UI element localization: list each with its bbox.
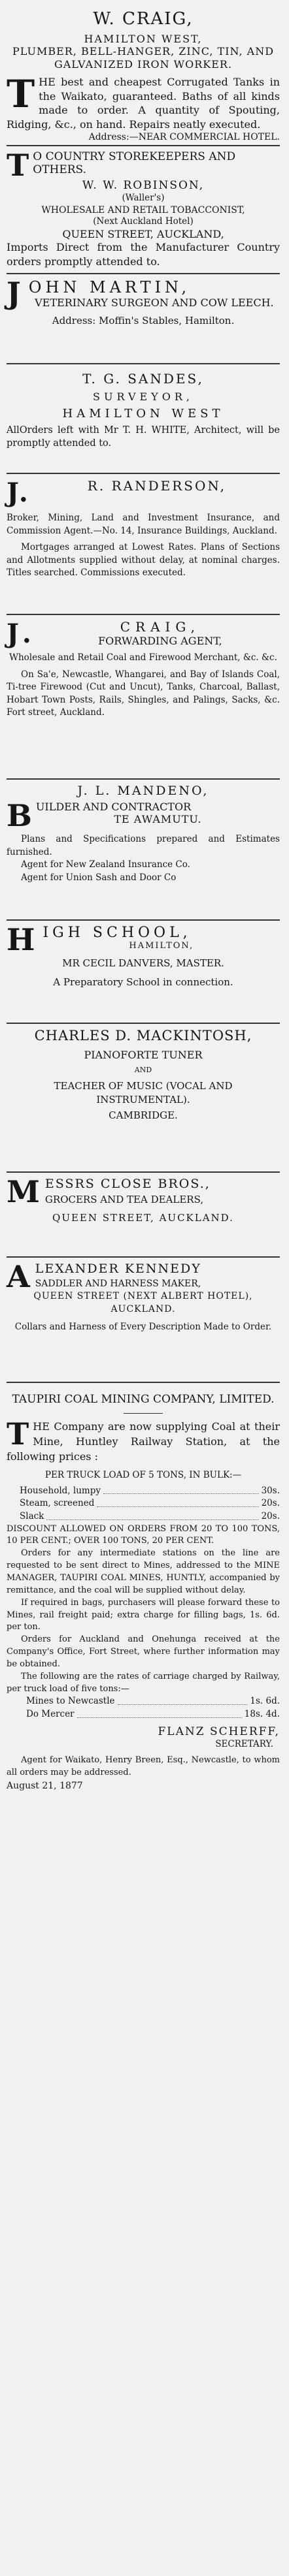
drop-cap: T	[7, 148, 29, 183]
ad-school	[7, 922, 280, 1021]
drop-cap: J	[7, 276, 25, 311]
drop-cap: M	[7, 1174, 41, 1209]
ad-name: CRAIG,	[120, 619, 201, 635]
ad-intro-text: HE Company are now supplying Coal at their Mine, Huntley Railway Station, at the following prices :	[7, 1420, 280, 1463]
price-row-value: 20s.	[261, 1498, 280, 1509]
ad-heading	[7, 148, 280, 183]
price-row	[20, 1510, 280, 1523]
ad-location: CAMBRIDGE.	[109, 1109, 178, 1121]
ad-kennedy	[7, 1259, 280, 1380]
divider	[7, 145, 280, 146]
ad-trade: SADDLER AND HARNESS MAKER,	[35, 1279, 201, 1289]
ad-master: MR CECIL DANVERS, MASTER.	[62, 957, 224, 969]
price-row	[20, 1497, 280, 1510]
divider	[7, 778, 280, 780]
ad-trade: Broker, Mining, Land and Investment Insurance, and Commission Agent.—No. 14, Insurance Buildings, Auckland.	[7, 513, 280, 536]
price-list	[7, 1485, 280, 1523]
rate-row-value: 1s. 6d.	[250, 1696, 280, 1707]
ad-name: TAUPIRI COAL MINING COMPANY, LIMITED.	[12, 1393, 275, 1406]
ad-text: On Sa'e, Newcastle, Whangarei, and Bay of Islands Coal, Ti-tree Firewood (Cut and Uncut), Tanks, Charcoal, Ballast, Hobart Town Posts, Rails, Shingles, and Palings, Sacks, &c. Fort street, Auckland.	[7, 669, 280, 718]
divider	[7, 363, 280, 364]
rates-intro: The following are the rates of carriage charged by Railway, per truck load of five tons:—	[7, 1671, 280, 1694]
rate-row-label: Do Mercer	[26, 1708, 75, 1719]
divider	[7, 273, 280, 274]
ad-name: LEXANDER KENNEDY	[35, 1262, 201, 1276]
rate-list	[7, 1695, 280, 1721]
ad-text-3: Agent for Union Sash and Door Co	[21, 872, 177, 883]
rate-row	[26, 1708, 280, 1721]
ad-taupiri	[7, 1384, 280, 1799]
ad-name: T. G. SANDES,	[82, 371, 204, 387]
dot-leader	[118, 1695, 248, 1705]
ad-location: HAMILTON WEST	[62, 407, 224, 421]
divider-short	[124, 1413, 163, 1414]
signer-title: SECRETARY.	[215, 1738, 273, 1749]
ad-randerson	[7, 475, 280, 612]
ad-trade-2: TEACHER OF MUSIC (VOCAL AND INSTRUMENTAL).	[54, 1079, 233, 1105]
rate-row-value: 18s. 4d.	[244, 1708, 280, 1719]
ad-sandes	[7, 366, 280, 471]
price-row	[20, 1485, 280, 1498]
ad-name: ESSRS CLOSE BROS.,	[44, 1177, 211, 1191]
ad-text-2: Agent for New Zealand Insurance Co.	[21, 859, 190, 870]
dot-leader	[46, 1510, 258, 1520]
ad-martin	[7, 276, 280, 362]
ad-text: Imports Direct from the Manufacturer Country orders promptly attended to.	[7, 241, 280, 268]
divider	[7, 473, 280, 474]
divider	[7, 614, 280, 615]
bags: If required in bags, purchasers will please forward these to Mines, rail freight paid; extra charge for filling bags, 1s. 6d. per ton.	[7, 1597, 280, 1632]
ad-name: J. L. MANDENO,	[77, 784, 209, 798]
ad-text: Collars and Harness of Every Description Made to Order.	[14, 1322, 272, 1333]
ad-trade: WHOLESALE AND RETAIL TOBACCONIST,	[41, 204, 245, 215]
ad-text: Mortgages arranged at Lowest Rates. Plans of Sections and Allotments supplied without delay, at nominal charges. Titles searched. Commissions executed.	[7, 542, 280, 579]
ad-name-note: (Waller's)	[122, 193, 165, 203]
ad-trade: FORWARDING AGENT,	[98, 635, 222, 647]
ad-text: AllOrders left with Mr T. H. WHITE, Architect, will be promptly attended to.	[7, 425, 280, 449]
date: August 21, 1877	[7, 1780, 83, 1791]
price-row-label: Household, lumpy	[20, 1485, 101, 1496]
ad-trade: UILDER AND CONTRACTOR	[35, 801, 192, 813]
drop-cap: T	[7, 72, 35, 116]
price-row-value: 30s.	[261, 1485, 280, 1496]
ad-location: HAMILTON WEST,	[84, 33, 203, 45]
ad-trade: VETERINARY SURGEON AND COW LEECH.	[35, 296, 274, 309]
drop-cap: H	[7, 922, 39, 957]
divider	[7, 919, 280, 921]
price-row-label: Steam, screened	[20, 1498, 95, 1509]
divider	[7, 1256, 280, 1258]
ad-name: R. RANDERSON,	[87, 478, 226, 494]
ad-address: Address: Moffin's Stables, Hamilton.	[52, 314, 235, 326]
ad-trade: SURVEYOR,	[93, 390, 194, 403]
ad-name: W. W. ROBINSON,	[82, 179, 205, 192]
price-row-label: Slack	[20, 1511, 44, 1522]
ad-trade: PLUMBER, BELL-HANGER, ZINC, TIN, AND GALVANIZED IRON WORKER.	[12, 45, 275, 71]
ad-location: HAMILTON,	[129, 941, 194, 951]
drop-cap: T	[7, 1416, 29, 1452]
ad-name: CHARLES D. MACKINTOSH,	[34, 1028, 252, 1043]
ad-and: AND	[134, 1066, 152, 1074]
ad-name-row	[7, 477, 280, 508]
ad-name: OHN MARTIN,	[28, 278, 191, 296]
price-row-value: 20s.	[261, 1511, 280, 1522]
divider	[7, 1382, 280, 1383]
ad-craig-forwarding	[7, 616, 280, 777]
auckland-orders: Orders for Auckland and Onehunga received at the Company's Office, Fort Street, where further information may be obtained.	[7, 1634, 280, 1669]
divider	[7, 1023, 280, 1024]
ad-address-note: (Next Auckland Hotel)	[93, 215, 194, 227]
ad-name: IGH SCHOOL,	[42, 925, 192, 941]
ad-close	[7, 1174, 280, 1255]
ad-heading-text: O COUNTRY STOREKEEPERS AND OTHERS.	[33, 150, 236, 177]
orders: Orders for any intermediate stations on the line are requested to be sent direct to Mines, addressed to the MINE MANAGER, TAUPIRI COAL MINES, HUNTLY, accompanied by remittance, and the coal will be supplied without delay.	[7, 1548, 280, 1595]
agent: Agent for Waikato, Henry Breen, Esq., Newcastle, to whom all orders may be addressed.	[7, 1755, 280, 1777]
ad-location: TE AWAMUTU.	[114, 813, 202, 825]
ad-text: HE best and cheapest Corrugated Tanks in the Waikato, guaranteed. Baths of all kinds made to order. A quantity of Spouting, Ridging, &c., on hand. Repairs neatly executed.	[7, 76, 280, 131]
ad-body	[7, 72, 280, 131]
drop-cap: B	[7, 798, 32, 833]
rate-row	[26, 1695, 280, 1708]
ad-mackintosh	[7, 1025, 280, 1170]
ad-mandeno	[7, 781, 280, 918]
divider	[7, 1171, 280, 1173]
dot-leader	[103, 1485, 259, 1495]
ad-text-1: Plans and Specifications prepared and Estimates furnished.	[7, 834, 280, 857]
dot-leader	[77, 1708, 242, 1718]
ad-sub: Wholesale and Retail Coal and Firewood Merchant, &c. &c.	[9, 652, 277, 663]
ad-craig-plumber	[7, 4, 280, 144]
ad-address: Address:—NEAR COMMERCIAL HOTEL.	[88, 132, 280, 143]
ad-trade: GROCERS AND TEA DEALERS,	[44, 1194, 204, 1205]
price-heading: PER TRUCK LOAD OF 5 TONS, IN BULK:—	[44, 1470, 242, 1481]
ad-text: A Preparatory School in connection.	[53, 976, 233, 988]
ad-trade: PIANOFORTE TUNER	[84, 1049, 203, 1061]
ad-street: QUEEN STREET, AUCKLAND.	[52, 1212, 234, 1224]
drop-cap: J.	[7, 618, 37, 649]
drop-cap: J.	[7, 477, 30, 508]
drop-cap: A	[7, 1259, 31, 1294]
ad-street: QUEEN STREET, AUCKLAND,	[62, 228, 224, 241]
ad-title: W. CRAIG,	[93, 9, 194, 29]
ad-intro	[7, 1416, 280, 1465]
dot-leader	[97, 1497, 258, 1507]
rate-row-label: Mines to Newcastle	[26, 1696, 115, 1707]
discount: DISCOUNT ALLOWED ON ORDERS FROM 20 TO 100 TONS, 10 PER CENT.; OVER 100 TONS, 20 PER CENT.	[7, 1523, 280, 1546]
ad-street: QUEEN STREET (NEXT ALBERT HOTEL), AUCKLAND.	[33, 1291, 253, 1314]
signer: FLANZ SCHERFF,	[158, 1725, 280, 1738]
ad-robinson	[7, 148, 280, 272]
